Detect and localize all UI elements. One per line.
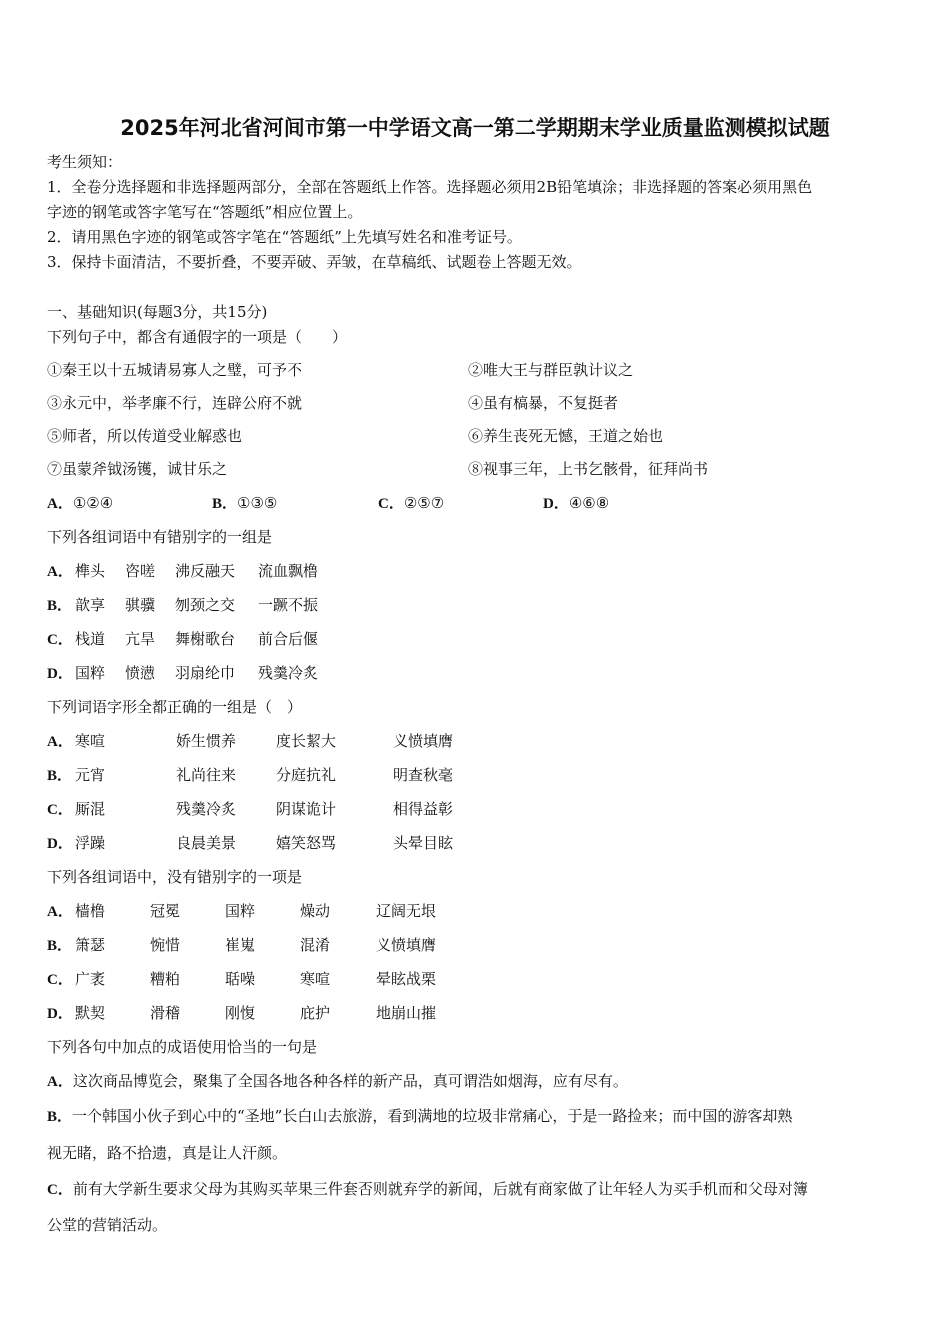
option-label: B． [212, 496, 238, 512]
question-stem: 下列各组词语中，没有错别字的一项是 [47, 868, 303, 886]
option-word: 国粹 [225, 902, 256, 920]
option-label: A． [47, 734, 73, 750]
q1-sentence: ②唯大王与群臣孰计议之 [468, 361, 634, 379]
option-text: 这次商品博览会，聚集了全国各地各种各样的新产品，真可谓浩如烟海，应有尽有。 [72, 1072, 628, 1090]
option-word: 前合后偃 [258, 630, 319, 648]
option-text: 前有大学新生要求父母为其购买苹果三件套否则就弃学的新闻，后就有商家做了让年轻人为买手机而和父母对簿 [72, 1180, 808, 1198]
option-word: 刎颈之交 [175, 596, 236, 614]
option-word: 羽扇纶巾 [175, 664, 236, 682]
option-word: 残羹冷炙 [176, 800, 237, 818]
q3-option-d[interactable] [47, 833, 453, 854]
page-title: 2025年河北省河间市第一中学语文高一第二学期期末学业质量监测模拟试题 [120, 116, 830, 140]
option-word: 流血飘橹 [258, 562, 319, 580]
q1-option-a[interactable] [47, 493, 113, 514]
section-heading: 一、基础知识(每题3分，共15分) [47, 303, 268, 321]
option-word: 舞榭歌台 [175, 630, 236, 648]
q2-option-c[interactable] [47, 629, 318, 650]
q1-sentence: ⑤师者，所以传道受业解惑也 [47, 427, 243, 445]
option-label: B． [47, 768, 73, 784]
option-word: 辽阔无垠 [376, 902, 437, 920]
option-word: 国粹 [75, 664, 106, 682]
q3-option-c[interactable] [47, 799, 453, 820]
option-word: 滑稽 [150, 1004, 181, 1022]
option-text: ①②④ [72, 494, 114, 512]
option-word: 良晨美景 [176, 834, 237, 852]
option-word: 残羹冷炙 [258, 664, 319, 682]
q5-option-c[interactable] [47, 1179, 808, 1200]
option-word: 糟粕 [150, 970, 181, 988]
option-label: A． [47, 564, 73, 580]
q1-option-d[interactable] [543, 493, 609, 514]
option-word: 地崩山摧 [376, 1004, 437, 1022]
q1-option-c[interactable] [378, 493, 444, 514]
option-word: 榫头 [75, 562, 106, 580]
option-word: 冠冕 [150, 902, 181, 920]
q2-option-b[interactable] [47, 595, 318, 616]
notice-item: 3．保持卡面清洁，不要折叠，不要弄破、弄皱，在草稿纸、试题卷上答题无效。 [47, 253, 582, 271]
option-word: 栈道 [75, 630, 106, 648]
option-label: D． [47, 666, 73, 682]
option-word: 惋惜 [150, 936, 181, 954]
option-word: 分庭抗礼 [276, 766, 337, 784]
option-word: 广袤 [75, 970, 106, 988]
option-label: C． [47, 802, 73, 818]
q1-sentence: ④虽有槁暴，不复挺者 [468, 394, 619, 412]
option-word: 刚愎 [225, 1004, 256, 1022]
option-label: B． [47, 598, 73, 614]
option-word: 箫瑟 [75, 936, 106, 954]
q4-option-c[interactable] [47, 969, 436, 990]
option-label: B． [47, 1109, 73, 1125]
q4-option-d[interactable] [47, 1003, 436, 1024]
q1-sentence: ①秦王以十五城请易寡人之璧，可予不 [47, 361, 303, 379]
option-word: 头晕目眩 [393, 834, 454, 852]
q2-option-d[interactable] [47, 663, 318, 684]
option-word: 娇生惯养 [176, 732, 237, 750]
option-word: 亢旱 [125, 630, 156, 648]
notice-item: 字迹的钢笔或答字笔写在“答题纸”相应位置上。 [47, 203, 363, 221]
option-word: 相得益彰 [393, 800, 454, 818]
option-word: 一蹶不振 [258, 596, 319, 614]
option-word: 阴谋诡计 [276, 800, 337, 818]
q1-sentence: ⑧视事三年，上书乞骸骨，征拜尚书 [468, 460, 709, 478]
option-word: 明查秋毫 [393, 766, 454, 784]
option-word: 义愤填膺 [393, 732, 454, 750]
option-word: 聒噪 [225, 970, 256, 988]
q4-option-b[interactable] [47, 935, 436, 956]
option-label: B． [47, 938, 73, 954]
option-word: 樯橹 [75, 902, 106, 920]
question-stem: 下列各组词语中有错别字的一组是 [47, 528, 273, 546]
option-text: ④⑥⑧ [568, 494, 610, 512]
notice-item: 2．请用黑色字迹的钢笔或答字笔在“答题纸”上先填写姓名和准考证号。 [47, 228, 522, 246]
option-label: D． [543, 496, 569, 512]
q3-option-a[interactable] [47, 731, 453, 752]
option-text: ②⑤⑦ [403, 494, 445, 512]
option-word: 义愤填膺 [376, 936, 437, 954]
q1-sentence: ⑦虽蒙斧钺汤镬，诚甘乐之 [47, 460, 228, 478]
q3-option-b[interactable] [47, 765, 453, 786]
option-word: 混淆 [300, 936, 331, 954]
q5-option-a[interactable] [47, 1071, 628, 1092]
q5-option-b-continued: 视无睹，路不拾遗，真是让人汗颜。 [47, 1144, 288, 1162]
option-word: 嬉笑怒骂 [276, 834, 337, 852]
q5-option-b[interactable] [47, 1106, 792, 1127]
q1-option-b[interactable] [212, 493, 277, 514]
option-word: 燥动 [300, 902, 331, 920]
notice-item: 1．全卷分选择题和非选择题两部分，全部在答题纸上作答。选择题必须用2B铅笔填涂；非选择题的答案必须用黑色 [47, 178, 813, 196]
question-stem: 下列各句中加点的成语使用恰当的一句是 [47, 1038, 318, 1056]
option-word: 歆享 [75, 596, 106, 614]
option-label: C． [47, 972, 73, 988]
q1-sentence: ⑥养生丧死无憾，王道之始也 [468, 427, 664, 445]
option-label: D． [47, 1006, 73, 1022]
option-label: A． [47, 496, 73, 512]
option-word: 度长絜大 [276, 732, 337, 750]
q1-sentence: ③永元中，举孝廉不行，连辟公府不就 [47, 394, 303, 412]
option-label: C． [47, 632, 73, 648]
option-label: C． [47, 1182, 73, 1198]
option-label: A． [47, 1074, 73, 1090]
option-text: 一个韩国小伙子到心中的“圣地”长白山去旅游，看到满地的垃圾非常痛心，于是一路捡来；而中国的游客却熟 [72, 1107, 793, 1125]
option-word: 沸反融天 [175, 562, 236, 580]
question-stem: 下列句子中，都含有通假字的一项是（ ） [47, 328, 348, 346]
option-word: 元宵 [75, 766, 106, 784]
option-word: 礼尚往来 [176, 766, 237, 784]
option-word: 骐骥 [125, 596, 156, 614]
option-word: 厮混 [75, 800, 106, 818]
option-label: C． [378, 496, 404, 512]
option-word: 庇护 [300, 1004, 331, 1022]
q4-option-a[interactable] [47, 901, 436, 922]
option-label: D． [47, 836, 73, 852]
option-word: 晕眩战栗 [376, 970, 437, 988]
option-word: 浮躁 [75, 834, 106, 852]
option-word: 寒喧 [300, 970, 331, 988]
option-word: 咨嗟 [125, 562, 156, 580]
option-label: A． [47, 904, 73, 920]
q2-option-a[interactable] [47, 561, 318, 582]
option-word: 默契 [75, 1004, 106, 1022]
option-text: ①③⑤ [237, 494, 278, 512]
option-word: 愤懑 [125, 664, 156, 682]
option-word: 崔嵬 [225, 936, 256, 954]
question-stem: 下列词语字形全都正确的一组是（ ） [47, 698, 303, 716]
option-word: 寒喧 [75, 732, 106, 750]
notice-heading: 考生须知： [47, 153, 123, 171]
q5-option-c-continued: 公堂的营销活动。 [47, 1216, 168, 1234]
